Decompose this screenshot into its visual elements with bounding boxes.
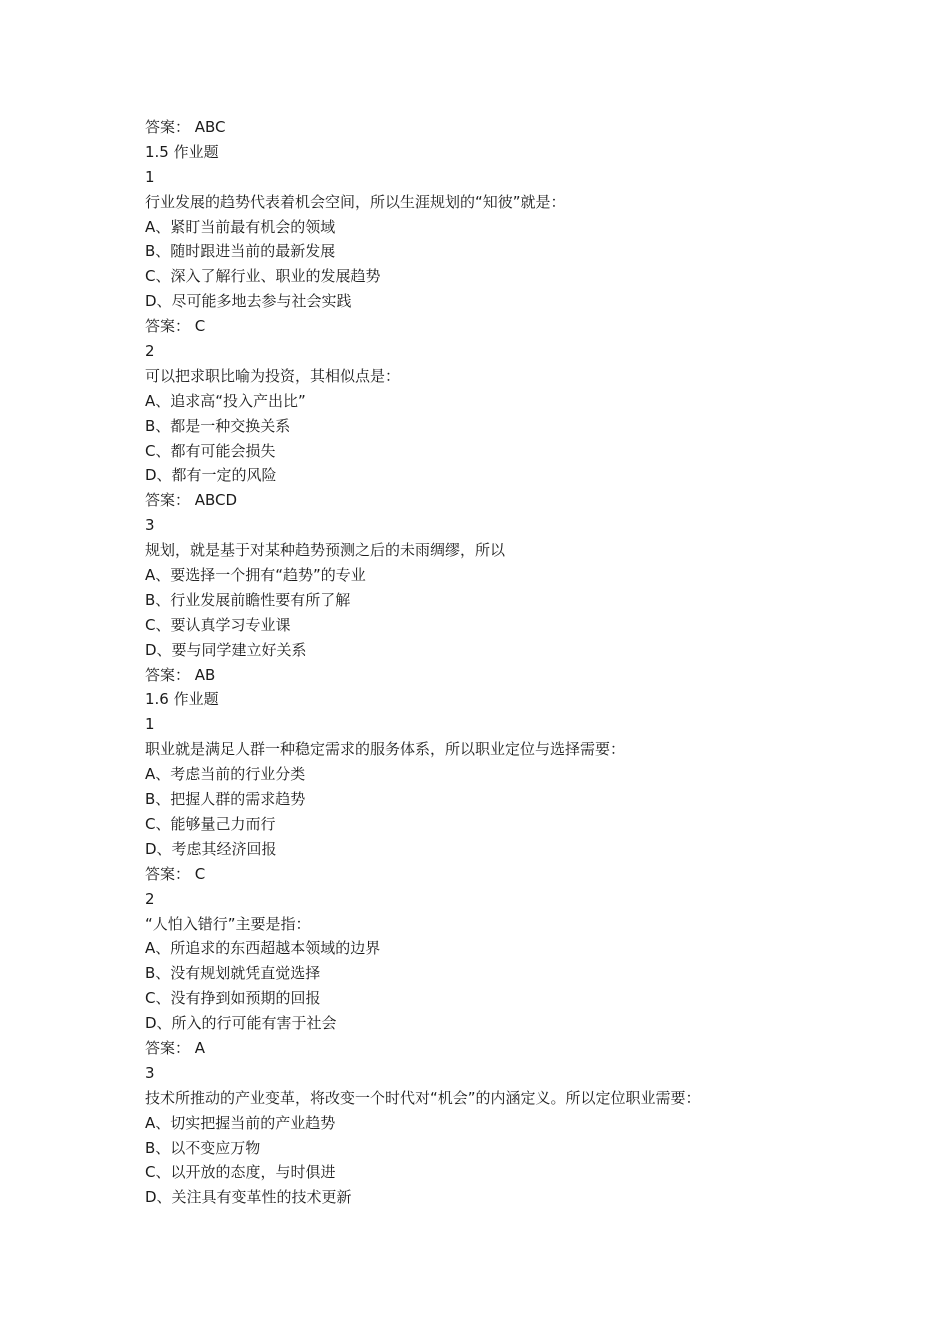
option-c: C、以开放的态度，与时俱进 <box>145 1163 336 1182</box>
option-d: D、考虑其经济回报 <box>145 839 277 858</box>
document-body <box>145 115 845 1210</box>
option-a: A、所追求的东西超越本领域的边界 <box>145 939 381 958</box>
option-a: A、要选择一个拥有“趋势”的专业 <box>145 566 366 585</box>
answer-line: 答案： C <box>145 317 206 336</box>
answer-line: 答案： AB <box>145 665 216 684</box>
option-c: C、没有挣到如预期的回报 <box>145 989 321 1008</box>
option-d: D、要与同学建立好关系 <box>145 640 307 659</box>
option-d: D、尽可能多地去参与社会实践 <box>145 292 352 311</box>
answer-line: 答案： A <box>145 1038 206 1057</box>
answer-line: 答案： ABC <box>145 118 226 136</box>
option-b: B、以不变应万物 <box>145 1138 261 1157</box>
option-d: D、都有一定的风险 <box>145 466 277 485</box>
option-c: C、深入了解行业、职业的发展趋势 <box>145 267 381 286</box>
option-b: B、行业发展前瞻性要有所了解 <box>145 590 351 609</box>
question-number: 1 <box>145 715 155 734</box>
question-text: 技术所推动的产业变革，将改变一个时代对“机会”的内涵定义。所以定位职业需要： <box>145 1088 701 1107</box>
option-c: C、要认真学习专业课 <box>145 615 291 634</box>
option-c: C、都有可能会损失 <box>145 441 276 460</box>
section-heading: 1.5 作业题 <box>145 142 219 161</box>
option-b: B、都是一种交换关系 <box>145 416 291 435</box>
question-text: “人怕入错行”主要是指： <box>145 914 311 933</box>
option-c: C、能够量己力而行 <box>145 814 276 833</box>
question-text: 行业发展的趋势代表着机会空间，所以生涯规划的“知彼”就是： <box>145 192 566 211</box>
question-number: 2 <box>145 342 155 361</box>
question-number: 3 <box>145 516 155 535</box>
option-a: A、紧盯当前最有机会的领域 <box>145 217 336 236</box>
option-b: B、随时跟进当前的最新发展 <box>145 242 336 261</box>
question-number: 1 <box>145 167 155 186</box>
option-a: A、追求高“投入产出比” <box>145 391 306 410</box>
question-text: 职业就是满足人群一种稳定需求的服务体系，所以职业定位与选择需要： <box>145 740 626 759</box>
answer-line: 答案： C <box>145 864 206 883</box>
section-heading: 1.6 作业题 <box>145 690 219 709</box>
option-d: D、所入的行可能有害于社会 <box>145 1014 337 1033</box>
question-text: 可以把求职比喻为投资，其相似点是： <box>145 366 401 385</box>
question-number: 2 <box>145 889 155 908</box>
question-number: 3 <box>145 1063 155 1082</box>
option-a: A、切实把握当前的产业趋势 <box>145 1113 336 1132</box>
question-text: 规划，就是基于对某种趋势预测之后的未雨绸缪，所以 <box>145 541 506 560</box>
option-b: B、把握人群的需求趋势 <box>145 790 306 809</box>
option-a: A、考虑当前的行业分类 <box>145 765 306 784</box>
answer-line: 答案： ABCD <box>145 491 238 510</box>
option-d: D、关注具有变革性的技术更新 <box>145 1188 352 1207</box>
option-b: B、没有规划就凭直觉选择 <box>145 964 321 983</box>
